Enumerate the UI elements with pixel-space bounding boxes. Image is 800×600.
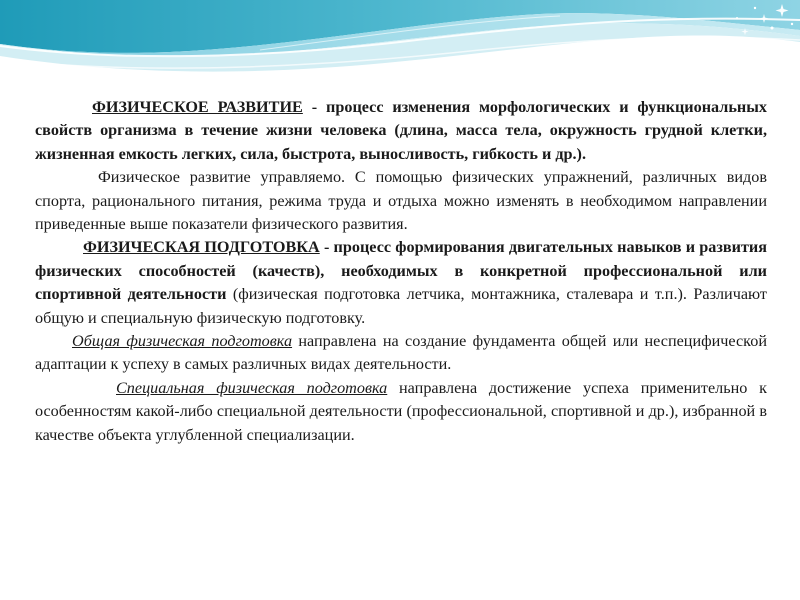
definition-physical-training: - процесс формирования двигательных навыков и развития физических способностей (качеств), необходимых в конкретной профессиональной или спортивной деятельности bbox=[35, 238, 767, 304]
term-physical-development: ФИЗИЧЕСКОЕ РАЗВИТИЕ bbox=[92, 98, 303, 116]
paragraph-special-training bbox=[35, 377, 767, 447]
definition-special-training: направлена достижение успеха применительно к особенностям какой-либо специальной деятельности (профессиональной, спортивной и др.), избранной в качестве объекта углубленной специализации. bbox=[35, 378, 767, 444]
slide-text-body bbox=[35, 96, 767, 447]
paragraph-development-manageable bbox=[35, 166, 767, 236]
paragraph-general-training bbox=[35, 330, 767, 377]
term-general-training: Общая физическая подготовка bbox=[72, 332, 293, 351]
term-physical-training: ФИЗИЧЕСКАЯ ПОДГОТОВКА bbox=[83, 238, 320, 257]
definition-general-training: направлена на создание фундамента общей или неспецифической адаптации к успеху в самых различных видах деятельности. bbox=[35, 332, 767, 374]
definition-physical-development: - процесс изменения морфологических и функциональных свойств организма в течение жизни человека (длина, масса тела, окружность грудной клетки, жизненная емкость легких, сила, быстрота, выносливость, гибкость и др.). bbox=[35, 98, 767, 163]
paragraph-physical-development bbox=[35, 96, 767, 166]
text-development-manageable: Физическое развитие управляемо. С помощью физических упражнений, различных видов спорта, рационального питания, режима труда и отдыха можно изменять в необходимом направлении приведенные выше показатели физического развития. bbox=[35, 168, 767, 234]
term-special-training: Специальная физическая подготовка bbox=[116, 378, 388, 397]
examples-physical-training: (физическая подготовка летчика, монтажника, сталевара и т.п.). Различают общую и специальную физическую подготовку. bbox=[35, 285, 767, 327]
paragraph-physical-training bbox=[35, 236, 767, 330]
wave-header-decoration bbox=[0, 0, 800, 95]
